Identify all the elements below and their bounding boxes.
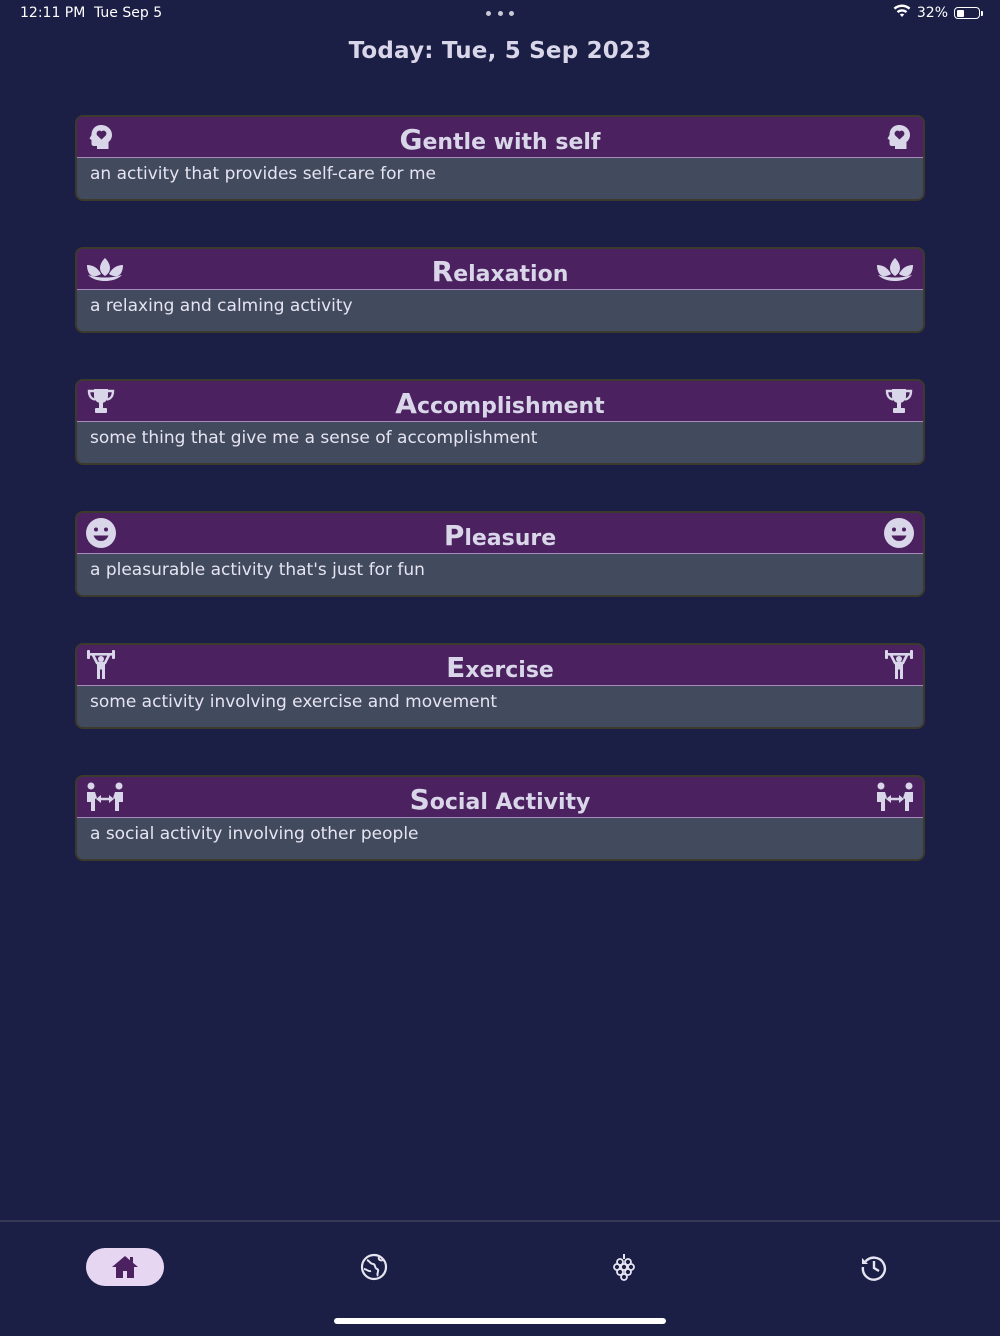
activity-list: [75, 115, 925, 907]
card-title: Social Activity: [409, 783, 591, 816]
battery-percent: 32%: [916, 5, 948, 21]
tab-home[interactable]: [86, 1248, 164, 1286]
home-indicator[interactable]: [334, 1318, 666, 1324]
heart-head-icon: [883, 123, 915, 151]
activity-card-relaxation[interactable]: [75, 247, 925, 333]
home-icon: [110, 1252, 140, 1282]
tab-grapes[interactable]: [585, 1248, 663, 1286]
multitasking-dots-icon[interactable]: [486, 11, 514, 17]
card-header: [77, 777, 923, 818]
battery-icon: [954, 7, 980, 19]
card-title: Pleasure: [443, 519, 557, 552]
status-date: Tue Sep 5: [94, 5, 163, 21]
activity-card-social-activity[interactable]: [75, 775, 925, 861]
card-description: some activity involving exercise and movement: [90, 692, 498, 712]
lotus-icon: [875, 255, 915, 283]
activity-card-pleasure[interactable]: [75, 511, 925, 597]
card-description: some thing that give me a sense of accomplishment: [90, 428, 538, 448]
smile-icon: [883, 517, 915, 549]
weightlifter-icon: [883, 649, 915, 681]
card-header: [77, 645, 923, 686]
wifi-icon: [893, 4, 911, 22]
globe-icon: [359, 1252, 389, 1282]
card-header: [77, 513, 923, 554]
tab-history[interactable]: [835, 1248, 913, 1286]
card-title: Gentle with self: [399, 123, 601, 156]
card-title: Exercise: [446, 651, 554, 684]
card-description: a relaxing and calming activity: [90, 296, 353, 316]
card-title: Accomplishment: [395, 387, 605, 420]
card-description: a social activity involving other people: [90, 824, 419, 844]
trophy-icon: [883, 387, 915, 415]
people-arrows-icon: [875, 781, 915, 813]
card-title: Relaxation: [431, 255, 569, 288]
activity-card-gentle-with-self[interactable]: [75, 115, 925, 201]
card-description: an activity that provides self-care for me: [90, 164, 436, 184]
activity-card-exercise[interactable]: [75, 643, 925, 729]
status-time: 12:11 PM: [20, 5, 86, 21]
card-header: [77, 381, 923, 422]
grapes-icon: [609, 1252, 639, 1282]
page-title: Today: Tue, 5 Sep 2023: [348, 38, 652, 64]
history-icon: [859, 1252, 889, 1282]
tab-globe[interactable]: [335, 1248, 413, 1286]
status-bar: [0, 0, 1000, 28]
status-indicators: [893, 4, 980, 22]
card-header: [77, 249, 923, 290]
card-header: [77, 117, 923, 158]
activity-card-accomplishment[interactable]: [75, 379, 925, 465]
card-description: a pleasurable activity that's just for fun: [90, 560, 425, 580]
